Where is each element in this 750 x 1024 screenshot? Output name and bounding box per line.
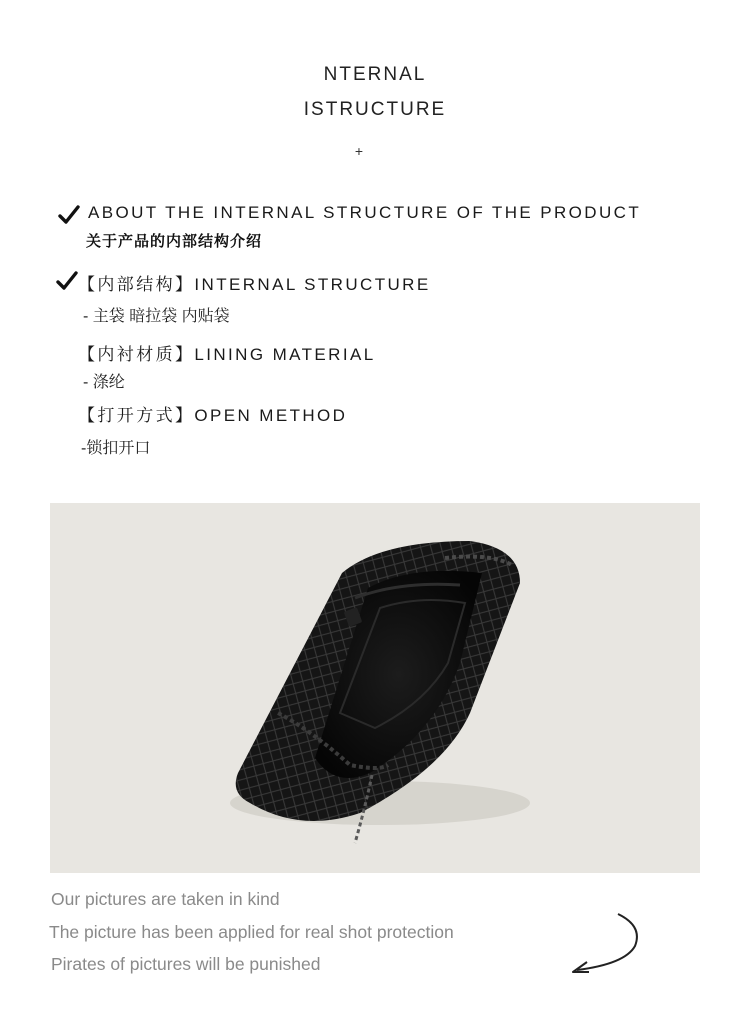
check-icon <box>58 204 80 226</box>
title-line-1: NTERNAL <box>323 64 427 85</box>
lining-value: - 涤纶 <box>83 374 125 391</box>
structure-label: 【内部结构】INTERNAL STRUCTURE <box>78 275 431 294</box>
about-heading-zh: 关于产品的内部结构介绍 <box>86 233 263 250</box>
open-value: -锁扣开口 <box>81 440 151 457</box>
open-label: 【打开方式】OPEN METHOD <box>78 406 348 425</box>
caption-line-3: Pirates of pictures will be punished <box>51 954 321 974</box>
curved-arrow-icon <box>565 908 647 978</box>
product-photo <box>50 503 700 873</box>
title-line-2: ISTRUCTURE <box>303 99 447 120</box>
about-heading: ABOUT THE INTERNAL STRUCTURE OF THE PRODUCT <box>88 203 642 222</box>
caption-line-1: Our pictures are taken in kind <box>51 889 280 909</box>
check-icon <box>56 270 78 292</box>
structure-value: - 主袋 暗拉袋 内贴袋 <box>83 308 230 325</box>
lining-label: 【内衬材质】LINING MATERIAL <box>78 345 376 364</box>
bag-illustration <box>50 503 700 873</box>
caption-line-2: The picture has been applied for real shot protection <box>49 922 454 942</box>
plus-mark: + <box>354 143 364 159</box>
